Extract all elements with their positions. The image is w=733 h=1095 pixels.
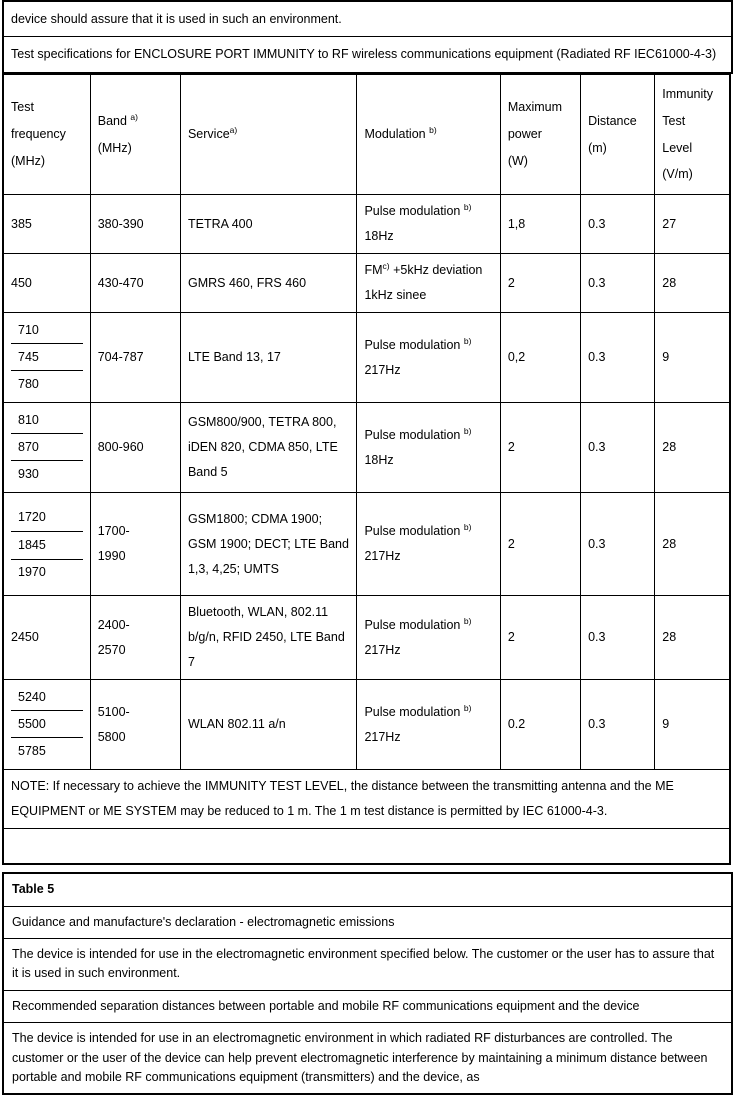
continuation-text: device should assure that it is used in such an environment. [3,1,732,37]
immunity-line1: Immunity [662,86,713,101]
cell-distance: 0.3 [581,313,655,403]
table5-intro: The device is intended for use in the electromagnetic environment specified below. The customer or the user has to assure that it is used in such environment. [3,939,732,991]
col-header-distance [581,74,655,195]
cell-max-power: 1,8 [500,195,580,254]
modulation-line2: 18Hz [364,229,394,244]
modulation-line2: 217Hz [364,362,401,377]
cell-test-frequency: 385 [3,195,90,254]
modulation-label: Modulation [364,127,426,142]
cell-modulation [357,596,500,680]
modulation-line1 [364,423,492,448]
cell-modulation [357,313,500,403]
table-row [3,596,730,680]
modulation-text: Pulse modulation [364,617,461,632]
cell-test-frequency: 450 [3,254,90,313]
cell-test-frequency: 5785 [18,744,46,759]
col-header-test-frequency [3,74,90,195]
table5-subtitle: Guidance and manufacture's declaration - electromagnetic emissions [3,906,732,938]
modulation-footnote-marker: c) [382,261,390,272]
cell-test-frequency-group [3,680,90,770]
rf-table-note: NOTE: If necessary to achieve the IMMUNITY TEST LEVEL, the distance between the transmitting antenna and the ME EQUIPMENT or ME SYSTEM may be reduced to 1 m. The 1 m test distance is permitted by IEC 61000-4-3. [3,770,730,829]
modulation-footnote-marker: b) [463,425,472,436]
table5-intro-row [3,939,732,991]
frequency-stack [11,317,83,398]
col-header-max-power [500,74,580,195]
table5-body: The device is intended for use in an electromagnetic environment in which radiated RF disturbances are controlled. The customer or the user of the device can help prevent electromagnetic interference by maintaining a minimum distance between portable and mobile RF communications equipment (transmitters) and the device, as [3,1023,732,1095]
rf-table-header-block [2,0,733,74]
distance-line2: (m) [588,140,607,155]
modulation-line1 [364,199,492,224]
cell-test-frequency: 1845 [11,532,83,560]
cell-test-frequency: 1970 [18,564,46,579]
cell-modulation [357,680,500,770]
cell-test-frequency: 930 [18,467,39,482]
cell-test-frequency: 1720 [11,504,83,532]
cell-service: TETRA 400 [180,195,356,254]
band-line1: 2400- [97,617,130,632]
table-gap [0,865,733,872]
modulation-text: FM [364,263,383,278]
table5-recommendation-row [3,990,732,1022]
rf-table-title: Test specifications for ENCLOSURE PORT IMMUNITY to RF wireless communications equipment (Radiated RF IEC61000-4-3) [3,37,732,73]
col-header-immunity-level [655,74,730,195]
cell-test-frequency: 5500 [11,711,83,738]
modulation-line2: 1kHz sinee [364,288,427,303]
band-label: Band [97,113,127,128]
cell-service: GSM800/900, TETRA 800, iDEN 820, CDMA 850, LTE Band 5 [180,403,356,493]
cell-band [90,493,180,596]
cell-immunity-level: 9 [655,680,730,770]
cell-modulation [357,254,500,313]
cell-distance: 0.3 [581,254,655,313]
immunity-line2: Test [662,113,686,128]
cell-band: 800-960 [90,403,180,493]
modulation-text: Pulse modulation [364,427,461,442]
cell-max-power: 2 [500,493,580,596]
table-row [3,195,730,254]
cell-test-frequency-group [3,313,90,403]
rf-table-note-row [3,770,730,829]
modulation-footnote-marker: b) [463,522,472,533]
frequency-stack [11,504,83,585]
table5-recommendation: Recommended separation distances between portable and mobile RF communications equipment and the device [3,990,732,1022]
service-footnote-marker: a) [229,124,238,135]
table-row [3,403,730,493]
table-row [3,254,730,313]
table-row [3,680,730,770]
col-header-modulation [357,74,500,195]
cell-band: 380-390 [90,195,180,254]
test-frequency-line1: Test [11,100,34,115]
table5-title: Table 5 [3,873,732,906]
table-row [3,493,730,596]
cell-test-frequency: 710 [11,317,83,344]
modulation-text: Pulse modulation [364,337,461,352]
cell-immunity-level: 28 [655,403,730,493]
cell-modulation [357,403,500,493]
modulation-line1 [364,258,492,283]
modulation-line2: 217Hz [364,729,401,744]
cell-test-frequency: 780 [18,377,39,392]
cell-service: GSM1800; CDMA 1900; GSM 1900; DECT; LTE Band 1,3, 4,25; UMTS [180,493,356,596]
max-power-line1: Maximum [507,100,563,115]
band-line2: 1990 [97,549,126,564]
cell-max-power: 0.2 [500,680,580,770]
cell-immunity-level: 28 [655,254,730,313]
band-line2: 5800 [97,729,126,744]
modulation-line1 [364,700,492,725]
cell-test-frequency: 5240 [11,684,83,711]
modulation-text: Pulse modulation [364,524,461,539]
cell-band [90,596,180,680]
cell-test-frequency: 2450 [3,596,90,680]
rf-table-title-row [3,37,732,73]
test-frequency-line2: frequency [11,127,66,142]
col-header-band [90,74,180,195]
table5 [2,872,733,1095]
cell-immunity-level: 27 [655,195,730,254]
modulation-line2: 217Hz [364,642,401,657]
table5-body-row [3,1023,732,1095]
frequency-stack [11,407,83,488]
cell-modulation [357,493,500,596]
service-label: Service [187,127,230,142]
cell-test-frequency: 810 [11,407,83,434]
modulation-footnote-marker: b) [429,124,437,135]
cell-max-power: 0,2 [500,313,580,403]
modulation-line1 [364,333,492,358]
modulation-line1 [364,519,492,544]
frequency-stack [11,684,83,765]
spacer-cell [3,829,730,865]
modulation-text-cont: +5kHz deviation [389,263,483,278]
cell-test-frequency-group [3,493,90,596]
immunity-line3: Level [662,140,693,155]
modulation-footnote-marker: b) [463,335,472,346]
col-header-service [180,74,356,195]
cell-distance: 0.3 [581,596,655,680]
cell-band: 430-470 [90,254,180,313]
modulation-text: Pulse modulation [364,704,461,719]
modulation-footnote-marker: b) [463,202,472,213]
test-frequency-line3: (MHz) [11,153,46,168]
table5-subtitle-row [3,906,732,938]
max-power-line2: power [507,127,542,142]
max-power-line3: (W) [507,153,528,168]
band-line2: (MHz) [97,140,132,155]
cell-distance: 0.3 [581,493,655,596]
modulation-footnote-marker: b) [463,702,472,713]
cell-band [90,680,180,770]
band-footnote-marker: a) [130,111,138,122]
cell-service: Bluetooth, WLAN, 802.11 b/g/n, RFID 2450, LTE Band 7 [180,596,356,680]
cell-max-power: 2 [500,254,580,313]
cell-immunity-level: 28 [655,493,730,596]
band-line1: 1700- [97,524,130,539]
immunity-line4: (V/m) [662,167,693,182]
table5-title-row [3,873,732,906]
cell-test-frequency: 745 [11,344,83,371]
cell-test-frequency: 870 [11,434,83,461]
cell-test-frequency-group [3,403,90,493]
cell-band: 704-787 [90,313,180,403]
continuation-row [3,1,732,37]
modulation-line2: 18Hz [364,452,394,467]
modulation-line2: 217Hz [364,549,401,564]
cell-service: GMRS 460, FRS 460 [180,254,356,313]
cell-distance: 0.3 [581,195,655,254]
cell-max-power: 2 [500,403,580,493]
band-line1 [98,108,173,135]
cell-immunity-level: 28 [655,596,730,680]
cell-service: WLAN 802.11 a/n [180,680,356,770]
table-row [3,313,730,403]
spacer-row [3,829,730,865]
cell-distance: 0.3 [581,680,655,770]
cell-immunity-level: 9 [655,313,730,403]
band-line1: 5100- [97,704,130,719]
modulation-line1 [364,613,492,638]
modulation-text: Pulse modulation [364,204,461,219]
cell-max-power: 2 [500,596,580,680]
band-line2: 2570 [97,642,126,657]
modulation-footnote-marker: b) [463,615,472,626]
cell-service: LTE Band 13, 17 [180,313,356,403]
cell-modulation [357,195,500,254]
distance-line1: Distance [588,113,637,128]
cell-distance: 0.3 [581,403,655,493]
rf-table-head-row [3,74,730,195]
rf-immunity-table [2,74,731,866]
